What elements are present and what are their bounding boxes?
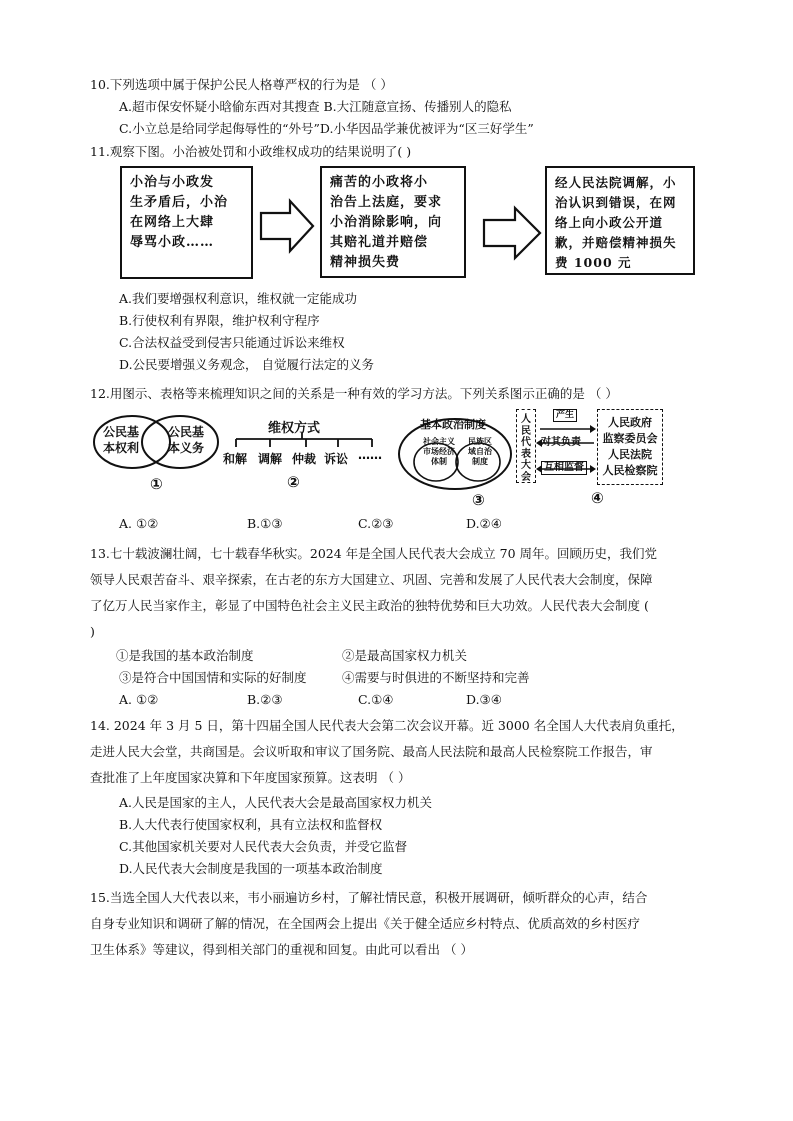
q12-fig2-item: 和解 (223, 452, 248, 466)
q12-fig2-item: …… (358, 448, 382, 462)
fig-text: 社会主义 (423, 437, 455, 446)
q14-option-c: C.其他国家机关要对人民代表大会负责，并受它监督 (119, 839, 408, 854)
q13-statement-2: ②是最高国家权力机关 (342, 648, 468, 663)
q13-option-c: C.①④ (358, 692, 394, 707)
fig-text: 表 (521, 448, 531, 460)
box-line: 治认识到错误，在网 (555, 195, 677, 210)
box-line: 小治消除影响，向 (330, 215, 443, 230)
q10-options-cd: C.小立总是给同学起侮辱性的“外号”D.小华因品学兼优被评为“区三好学生” (119, 121, 534, 136)
fig-text: 公民基 (168, 425, 205, 439)
box-line: 治告上法庭，要求 (330, 195, 443, 210)
box-line: 费 1000 元 (555, 255, 632, 270)
q13-option-a: A. ①② (119, 692, 159, 707)
fig-text: 代 (521, 437, 531, 448)
q10-options-ab: A.超市保安怀疑小晗偷东西对其搜查 B.大江随意宣扬、传播别人的隐私 (119, 99, 512, 114)
fig-text: 会 (521, 471, 531, 483)
q14-line1: 14. 2024 年 3 月 5 日，第十四届全国人民代表大会第二次会议开幕。近 3000 名全国人大代表肩负重托， (90, 718, 684, 733)
box-line: 生矛盾后，小治 (130, 195, 229, 210)
q11-option-c: C.合法权益受到侵害只能通过诉讼来维权 (119, 335, 345, 350)
q11-box-3 (545, 166, 695, 275)
q14-line2: 走进人民大会堂，共商国是。会议听取和审议了国务院、最高人民法院和最高人民检察院工作报告，审 (90, 744, 653, 759)
q12-option-c: C.②③ (358, 516, 394, 531)
q12-fig1-number: ① (150, 475, 163, 493)
q12-fig3-number: ③ (472, 491, 485, 509)
fig-text: 制度 (472, 457, 488, 466)
q12-fig2-item: 诉讼 (324, 452, 349, 466)
fig-text: 公民基 (103, 425, 140, 439)
box-line: 小治与小政发 (130, 175, 215, 190)
q12-fig3-right (468, 437, 492, 467)
fig-text: 本义务 (168, 441, 205, 455)
q12-fig2-number: ② (287, 473, 300, 491)
q12-option-a: A. ①② (119, 516, 159, 531)
box-line: 在网络上大肆 (130, 215, 215, 230)
q14-line3: 查批准了上年度国家决算和下年度国家预算。这表明 （ ） (90, 770, 411, 785)
q12-fig4-number: ④ (591, 489, 604, 507)
q14-option-d: D.人民代表大会制度是我国的一项基本政治制度 (119, 861, 383, 876)
q13-option-b: B.②③ (247, 692, 283, 707)
q12-fig2-title: 维权方式 (268, 421, 321, 436)
q12-fig4-label: 对其负责 (541, 437, 581, 448)
q11-stem: 11.观察下图。小治被处罚和小政维权成功的结果说明了( ) (90, 144, 412, 159)
q13-option-d: D.③④ (466, 692, 502, 707)
q15-line1: 15.当选全国人大代表以来，韦小丽遍访乡村，了解社情民意，积极开展调研，倾听群众的心声，结合 (90, 890, 648, 905)
q14-option-a: A.人民是国家的主人，人民代表大会是最高国家权力机关 (119, 795, 433, 810)
fig-text: 大 (521, 460, 531, 471)
q10-stem: 10.下列选项中属于保护公民人格尊严权的行为是 （ ） (90, 77, 393, 92)
fig-text: 民 (521, 425, 531, 437)
q15-line2: 自身专业知识和调研了解的情况，在全国两会上提出《关于健全适应乡村特点、优质高效的乡村医疗 (90, 916, 641, 931)
q11-option-d: D.公民要增强义务观念， 自觉履行法定的义务 (119, 357, 375, 372)
box-line: 其赔礼道并赔偿 (330, 235, 429, 250)
fig-text: 域自治 (468, 447, 492, 456)
q14-option-b: B.人大代表行使国家权利，具有立法权和监督权 (119, 817, 383, 832)
box-line: 经人民法院调解，小 (555, 175, 677, 190)
arrow-right-icon (258, 198, 316, 254)
q11-option-b: B.行使权利有界限，维护权利守程序 (119, 313, 320, 328)
q12-option-d: D.②④ (466, 516, 502, 531)
q12-option-b: B.①③ (247, 516, 283, 531)
q12-fig2-item: 仲裁 (292, 452, 317, 466)
q12-fig2-item: 调解 (258, 452, 283, 466)
q12-fig4-label: 产生 (553, 409, 577, 422)
q12-fig1-right (168, 424, 204, 456)
q13-line3: 了亿万人民当家作主，彰显了中国特色社会主义民主政治的独特优势和巨大功效。人民代表大会制度 ( (90, 598, 649, 613)
q13-statement-3: ③是符合中国国情和实际的好制度 (119, 670, 307, 685)
q13-statement-1: ①是我国的基本政治制度 (116, 648, 254, 663)
q12-fig4-npc-box (516, 409, 536, 483)
box-line: 辱骂小政…… (130, 235, 215, 250)
fig-text: 市场经济 (423, 447, 455, 456)
fig-text: 民族区 (468, 437, 492, 446)
box-line: 络上向小政公开道 (555, 215, 664, 230)
q15-line3: 卫生体系》等建议，得到相关部门的重视和回复。由此可以看出 （ ） (90, 942, 473, 957)
fig-text: 体制 (431, 457, 447, 466)
q13-statement-4: ④需要与时俱进的不断坚持和完善 (342, 670, 530, 685)
q12-fig3-left (423, 437, 455, 467)
q13-line1: 13.七十载波澜壮阔，七十载春华秋实。2024 年是全国人民代表大会成立 70 周年。回顾历史，我们党 (90, 546, 658, 561)
q12-fig1-left (103, 424, 139, 456)
fig-text: 监察委员会 (602, 432, 658, 445)
box-line: 精神损失费 (330, 255, 401, 270)
fig-text: 人民法院 (608, 448, 652, 461)
q12-fig3-title: 基本政治制度 (420, 418, 486, 431)
q13-line2: 领导人民艰苦奋斗、艰辛探索，在古老的东方大国建立、巩固、完善和发展了人民代表大会制度，保障 (90, 572, 653, 587)
q13-line4: ) (90, 624, 95, 639)
q12-fig4-organs-box (597, 409, 663, 485)
fig-text: 本权利 (103, 441, 140, 455)
fig-text: 人民政府 (608, 416, 652, 429)
q12-fig4-label: 互相监督 (541, 461, 587, 475)
box-line: 痛苦的小政将小 (330, 175, 429, 190)
fig-text: 人民检察院 (602, 464, 658, 477)
arrow-right-icon (481, 205, 543, 261)
fig-text: 人 (521, 414, 531, 425)
box-line: 歉，并赔偿精神损失 (555, 235, 677, 250)
q11-option-a: A.我们要增强权利意识，维权就一定能成功 (119, 291, 358, 306)
q12-stem: 12.用图示、表格等来梳理知识之间的关系是一种有效的学习方法。下列关系图示正确的是 （ ） (90, 386, 618, 401)
q11-box-1 (120, 166, 253, 279)
q11-box-2 (320, 166, 466, 278)
q12-fig2-bracket (230, 433, 380, 449)
